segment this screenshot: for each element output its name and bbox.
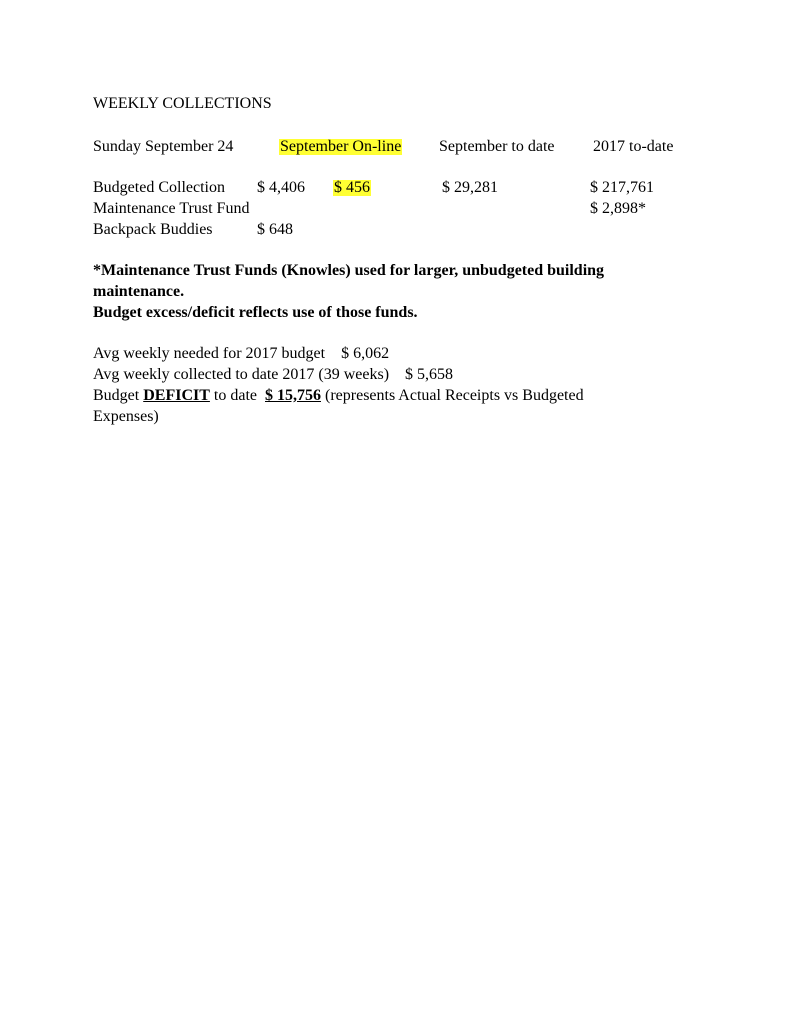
- deficit-word: DEFICIT: [143, 387, 210, 404]
- deficit-line: [93, 388, 584, 404]
- page-title: WEEKLY COLLECTIONS: [93, 95, 272, 112]
- deficit-value: $ 15,756: [265, 387, 321, 404]
- avg-collected-label: Avg weekly collected to date 2017 (39 weeks): [93, 366, 390, 383]
- avg-collected-line: [93, 367, 453, 383]
- row-budgeted-weekly: $ 4,406: [257, 179, 305, 196]
- deficit-prefix: Budget: [93, 387, 140, 404]
- row-maintenance-year: $ 2,898*: [590, 200, 646, 217]
- row-backpack-weekly: $ 648: [257, 221, 293, 238]
- row-budgeted-month: $ 29,281: [442, 179, 498, 196]
- row-maintenance-label: Maintenance Trust Fund: [93, 200, 250, 217]
- avg-needed-line: [93, 346, 389, 362]
- header-date: Sunday September 24: [93, 138, 234, 155]
- deficit-mid: to date: [213, 387, 257, 404]
- note-line-1: *Maintenance Trust Funds (Knowles) used for larger, unbudgeted building: [93, 262, 605, 279]
- row-backpack-label: Backpack Buddies: [93, 221, 213, 238]
- deficit-suffix-line-2: Expenses): [93, 408, 159, 425]
- avg-needed-value: $ 6,062: [341, 345, 390, 362]
- row-budgeted-online: $ 456: [334, 179, 370, 196]
- row-budgeted-year: $ 217,761: [590, 179, 654, 196]
- header-month-to-date: September to date: [439, 138, 555, 155]
- note-line-3: Budget excess/deficit reflects use of those funds.: [93, 304, 418, 321]
- avg-needed-label: Avg weekly needed for 2017 budget: [93, 345, 326, 362]
- header-year-to-date: 2017 to-date: [593, 138, 674, 155]
- header-online: September On-line: [280, 138, 402, 155]
- note-line-2: maintenance.: [93, 283, 185, 300]
- avg-collected-value: $ 5,658: [405, 366, 454, 383]
- deficit-suffix: (represents Actual Receipts vs Budgeted: [325, 387, 584, 404]
- row-budgeted-label: Budgeted Collection: [93, 179, 225, 196]
